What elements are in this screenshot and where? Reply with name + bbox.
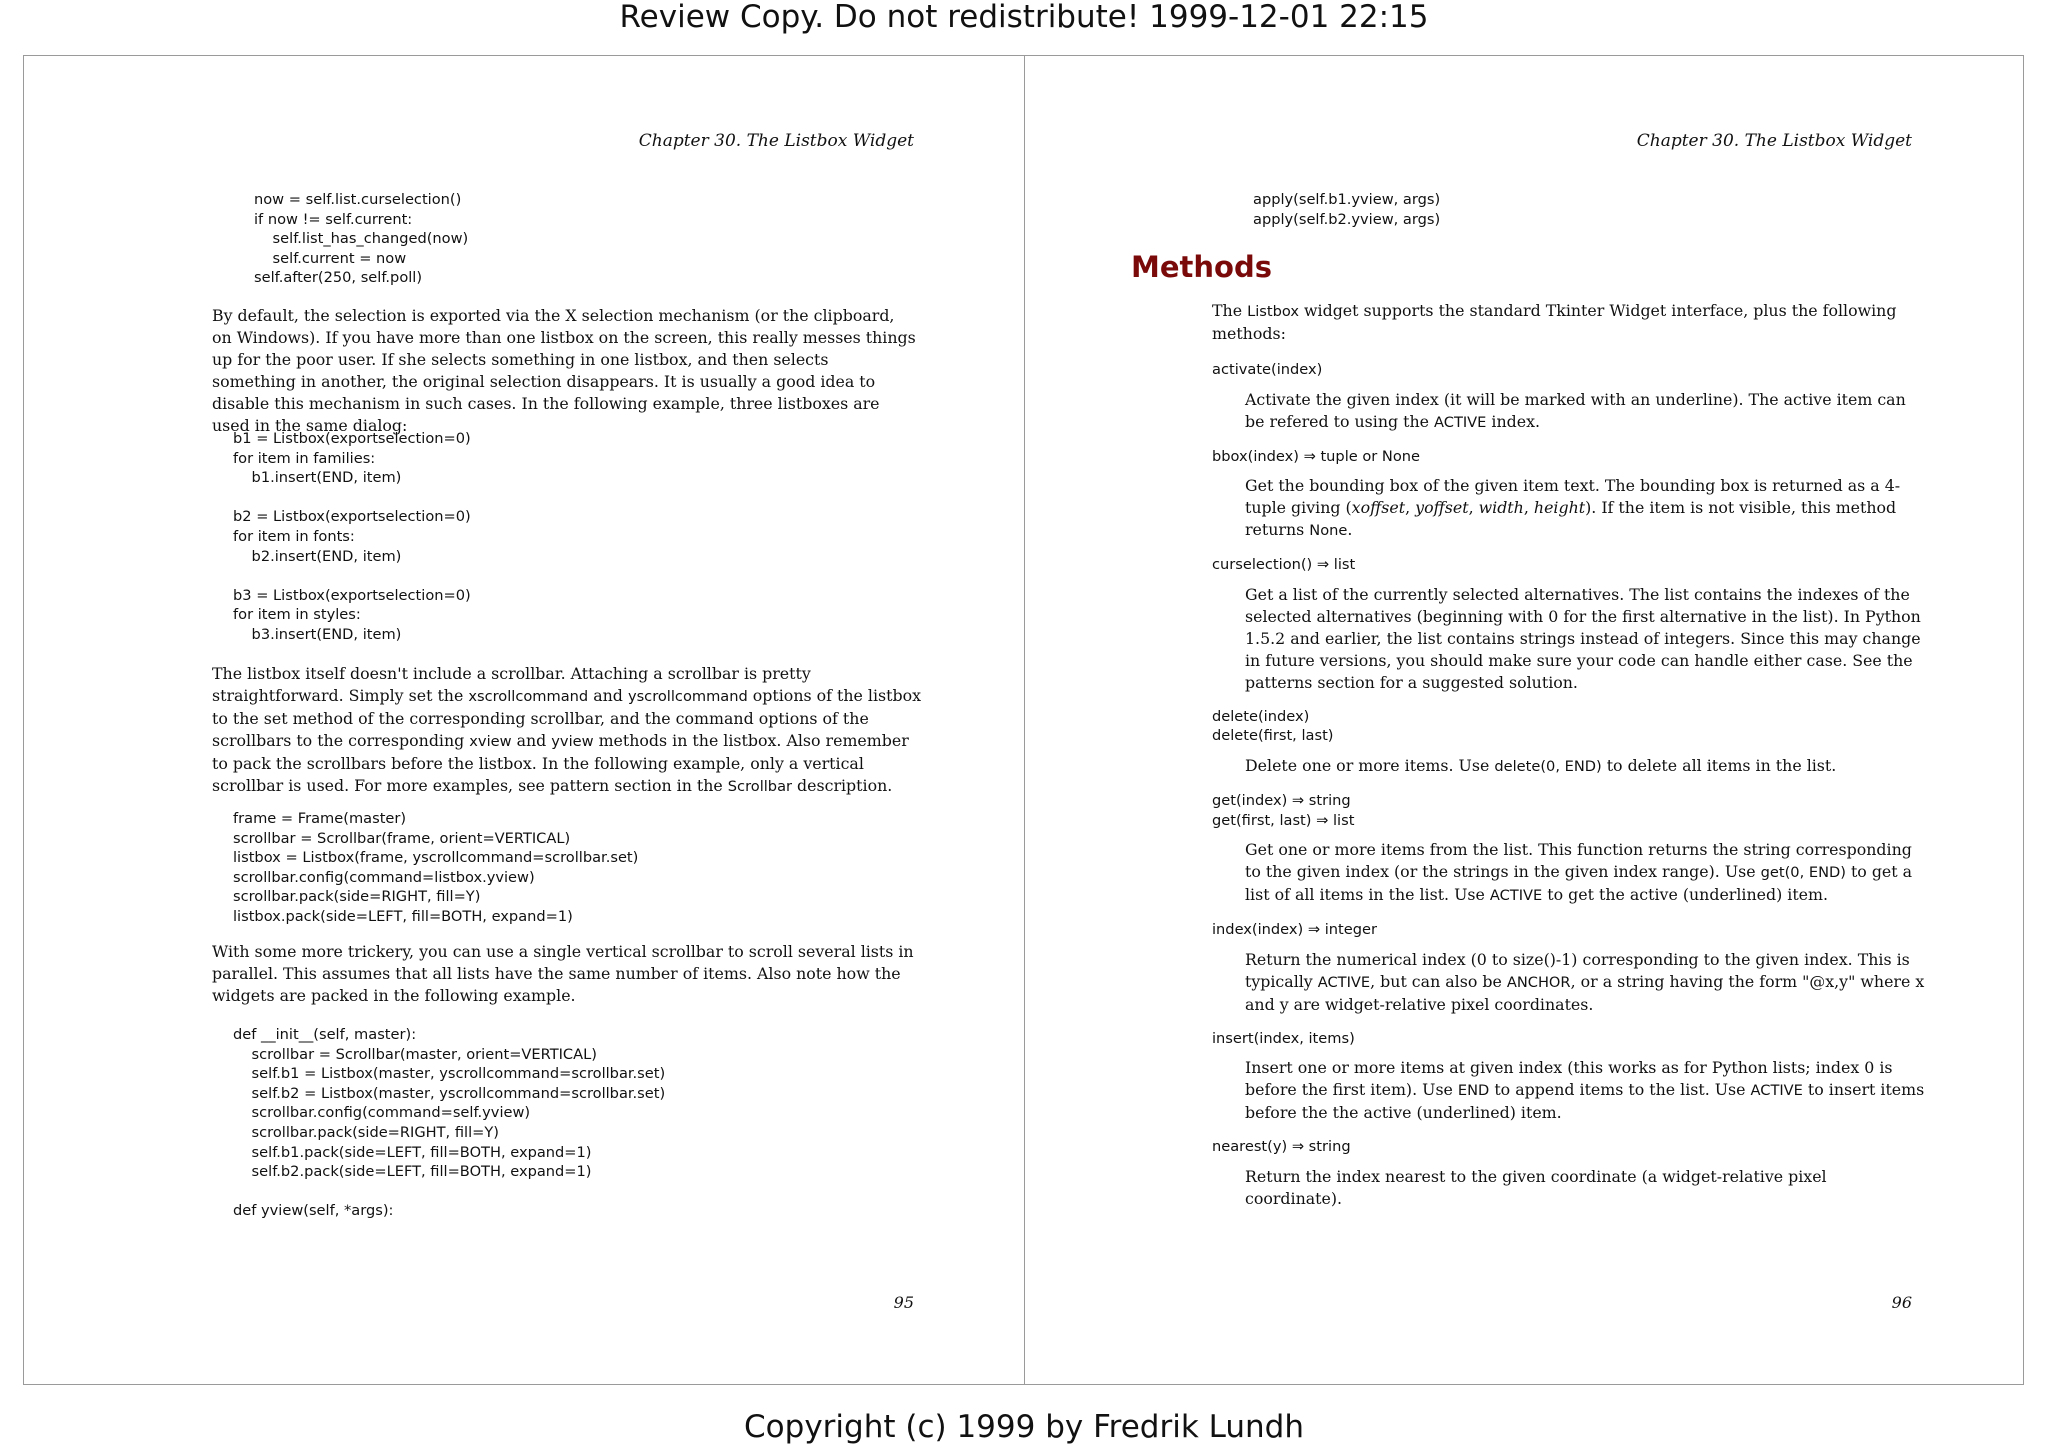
method-description [1212,389,1927,434]
page-number: 96 [1891,1293,1912,1312]
method-entry [1212,920,1927,1016]
text-run: , [1468,498,1479,518]
code-term: ANCHOR [1506,973,1571,991]
method-description [1212,1057,1927,1124]
method-signature: get(index) ⇒ string get(first, last) ⇒ list [1212,791,1355,829]
code-term: ACTIVE [1489,887,1543,905]
right-page [1025,56,2024,1384]
text-run: Return the numerical index (0 to size()-1) corresponding to the given index. This is typically [1245,949,1910,991]
method-description [1212,584,1927,694]
page-number: 95 [893,1293,914,1312]
text-run: Get the bounding box of the given item text. The bounding box is returned as a 4-tuple giving ( [1245,476,1901,518]
text-run: , or a string having the form "@x,y" where x and y are widget-relative pixel coordinates. [1245,971,1925,1014]
code-term: ACTIVE [1750,1082,1803,1100]
text-run: Return the index nearest to the given coordinate (a widget-relative pixel coordinate). [1245,1166,1827,1208]
method-description [1212,755,1927,778]
copyright-banner: Copyright (c) 1999 by Fredrik Lundh [744,1409,1304,1445]
text-run: to delete all items in the list. [1601,755,1837,775]
text-run: to get the active (underlined) item. [1542,885,1829,905]
code-block-three-listboxes: b1 = Listbox(exportselection=0) for item in families: b1.insert(END, item) b2 = Listbox(exportselection=0) for item in fonts: b2.insert(END, item) b3 = Listbox(exportselection=0) for item in styles: b3.insert(END, item) [233,430,471,643]
text-run: Get one or more items from the list. This function returns the string corresponding to the given index (or the strings in the given index range). Use [1245,840,1912,882]
code-block-apply: apply(self.b1.yview, args) apply(self.b2.yview, args) [1253,191,1441,228]
italic-term: width [1478,498,1524,518]
method-description [1212,1166,1927,1210]
text-run: , but can also be [1370,971,1507,991]
paragraph-scrollbar: The listbox itself doesn't include a scrollbar. Attaching a scrollbar is pretty straightforward. Simply set the xscrollcommand and yscrollcommand options of the listbox to the set method of the corresponding scrollbar, and the command options of the scrollbars to the corresponding xview and yview methods in the listbox. Also remember to pack the scrollbars before the listbox. In the following example, only a vertical scrollbar is used. For more examples, see pattern section in the Scrollbar description. [212,664,921,795]
running-head: Chapter 30. The Listbox Widget [638,131,914,151]
method-signature: activate(index) [1212,361,1323,378]
code-block-init: def __init__(self, master): scrollbar = Scrollbar(master, orient=VERTICAL) self.b1 = Listbox(master, yscrollcommand=scrollbar.set) self.b2 = Listbox(master, yscrollcommand=scrollbar.set) scrollbar.config(command=self.yview) scrollbar.pack(side=RIGHT, fill=Y) self.b1.pack(side=LEFT, fill=BOTH, expand=1) self.b2.pack(side=LEFT, fill=BOTH, expand=1) def yview(self, *args): [233,1026,666,1220]
text-run: Insert one or more items at given index (this works as for Python lists; index 0 is before the first item). Use [1245,1058,1893,1100]
code-term: None [1309,522,1348,540]
code-block-frame-scrollbar: frame = Frame(master) scrollbar = Scrollbar(frame, orient=VERTICAL) listbox = Listbox(frame, yscrollcommand=scrollbar.set) scrollbar.config(command=listbox.yview) scrollbar.pack(side=RIGHT, fill=Y) listbox.pack(side=LEFT, fill=BOTH, expand=1) [233,810,639,925]
code-term: delete(0, END) [1494,757,1602,775]
paragraph-trickery: With some more trickery, you can use a single vertical scrollbar to scroll several lists in parallel. This assumes that all lists have the same number of items. Also note how the widgets are packed in the following example. [212,942,914,1005]
method-entry [1212,447,1927,543]
text-run: Get a list of the currently selected alternatives. The list contains the indexes of the selected alternatives (beginning with 0 for the first alternative in the list). In Python 1.5.2 and earlier, the list contains strings instead of integers. Since this may change in future versions, you should make sure your code can handle either case. See the patterns section for a suggested solution. [1245,584,1921,692]
text-run: to insert items before the the active (underlined) item. [1245,1080,1925,1123]
italic-term: yoffset [1415,498,1469,518]
text-run: ). If the item is not visible, this method returns [1245,498,1897,540]
italic-term: xoffset [1351,498,1406,518]
left-page [24,56,1024,1384]
paragraph-selection-export: By default, the selection is exported via the X selection mechanism (or the clipboard, on Windows). If you have more than one listbox on the screen, this really messes things up for the poor user. If she selects something in one listbox, and then selects something in another, the original selection disappears. It is usually a good idea to disable this mechanism in such cases. In the following example, three listboxes are used in the same dialog: [212,306,916,435]
method-entry [1212,707,1927,778]
section-title: Methods [1131,250,1272,284]
italic-term: height [1533,498,1586,518]
text-run: , [1405,498,1416,518]
method-signature: nearest(y) ⇒ string [1212,1138,1351,1156]
method-description [1212,839,1927,907]
code-term: get(0, END) [1760,864,1846,882]
text-run: to append items to the list. Use [1489,1080,1751,1100]
method-description [1212,475,1927,542]
method-entry [1212,1029,1927,1125]
code-term: ACTIVE [1317,973,1371,991]
text-run: . [1347,520,1353,540]
review-copy-banner: Review Copy. Do not redistribute! 1999-12-01 22:15 [619,0,1429,35]
method-entry [1212,555,1927,694]
method-description [1212,949,1927,1016]
method-signature: curselection() ⇒ list [1212,556,1356,574]
text-run: to get a list of all items in the list. Use [1245,862,1913,905]
method-entry [1212,360,1927,434]
method-signature: delete(index) delete(first, last) [1212,707,1334,745]
method-entry [1212,791,1927,907]
method-signature: index(index) ⇒ integer [1212,921,1377,939]
text-run: Activate the given index (it will be marked with an underline). The active item can be refered to using the [1245,389,1906,431]
methods-list [1212,360,1927,1223]
method-signature: insert(index, items) [1212,1029,1355,1047]
code-block-poll: now = self.list.curselection() if now != self.current: self.list_has_changed(now) self.current = now self.after(250, self.poll) [254,191,469,287]
method-signature: bbox(index) ⇒ tuple or None [1212,447,1421,465]
code-term: END [1457,1082,1490,1100]
text-run: Delete one or more items. Use [1245,755,1495,775]
methods-intro: The Listbox widget supports the standard Tkinter Widget interface, plus the following methods: [1212,301,1897,343]
code-term: ACTIVE [1434,413,1487,431]
running-head: Chapter 30. The Listbox Widget [1636,131,1912,151]
method-entry [1212,1137,1927,1210]
text-run: , [1523,498,1534,518]
text-run: index. [1486,411,1541,431]
book-spread [23,55,2024,1385]
